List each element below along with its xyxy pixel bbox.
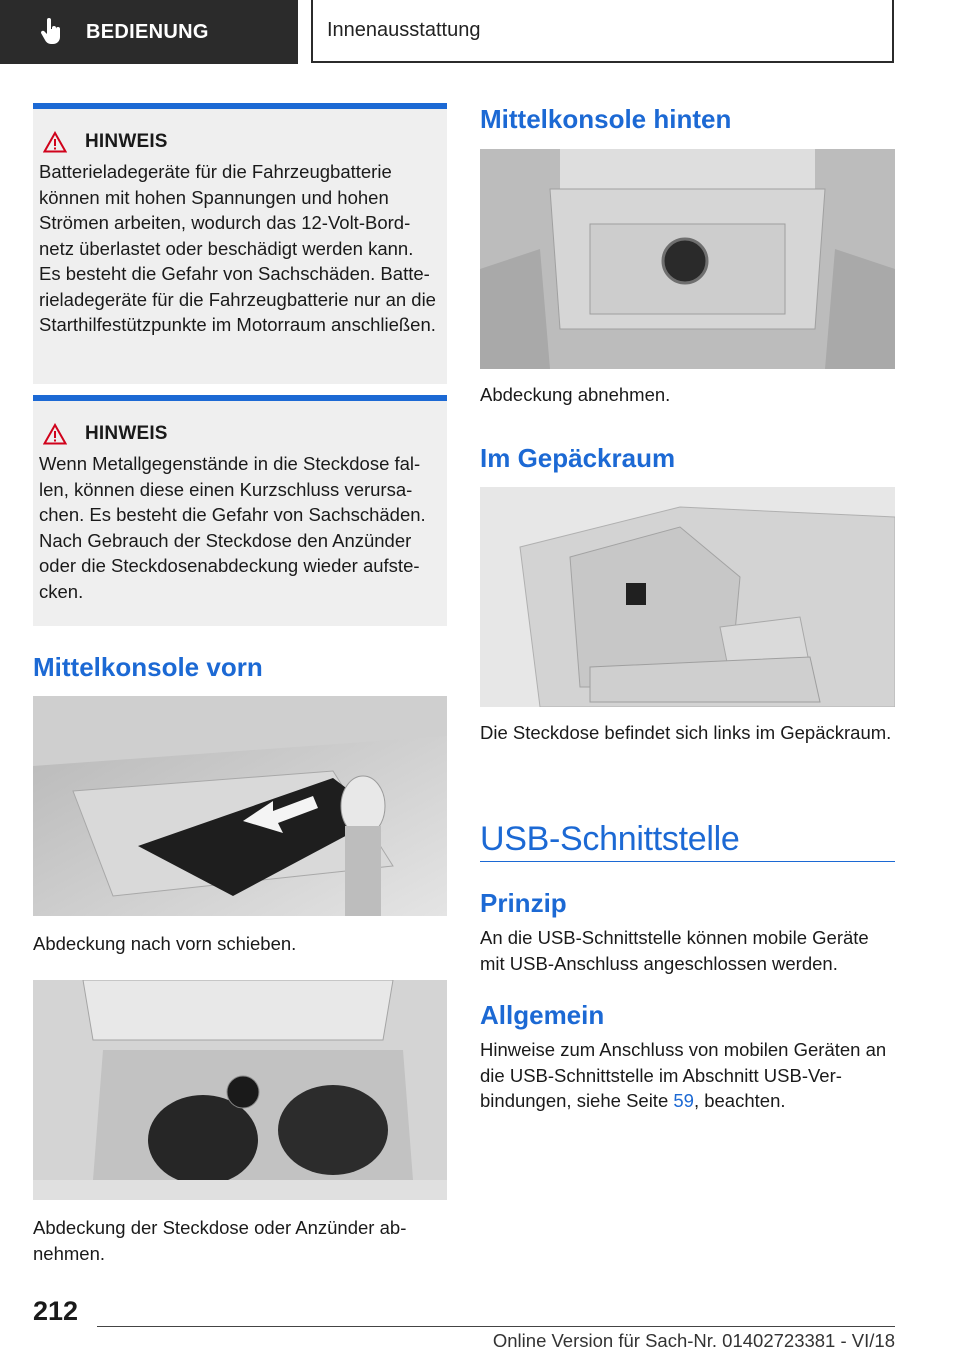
figure-front-console-socket [33, 980, 447, 1200]
notice-metal-objects [33, 395, 447, 626]
section-tab [0, 0, 298, 64]
page-link-59[interactable]: 59 [673, 1090, 694, 1111]
figure-trunk-socket [480, 487, 895, 707]
figure-rear-console [480, 149, 895, 369]
figure-front-console-slide-cover [33, 696, 447, 916]
heading-rule [480, 861, 895, 862]
footer-rule [97, 1326, 895, 1327]
heading-usb-interface: USB-Schnittstelle [480, 820, 740, 858]
footer-text: Online Version für Sach-Nr. 01402723381 - VI/18 [492, 1330, 895, 1351]
notice-text: Wenn Metallgegenstände in die Steckdose fallen, können diese einen Kurzschluss verursachen. Es besteht die Gefahr von Sachschäden. Nach Gebrauch der Steckdose den Anzünder oder die Steckdosenabdeckung wieder aufstecken. [39, 453, 426, 602]
heading-general: Allgemein [480, 1000, 605, 1030]
page-number: 212 [33, 1296, 79, 1326]
general-text-after: , beachten. [693, 1090, 786, 1111]
chapter-box [311, 0, 894, 63]
notice-title: HINWEIS [85, 423, 168, 444]
notice-battery-charger [33, 103, 447, 384]
caption-front-console-1: Abdeckung nach vorn schieben. [33, 933, 297, 954]
notice-title: HINWEIS [85, 131, 168, 152]
heading-front-console: Mittelkonsole vorn [33, 652, 263, 682]
warning-triangle-icon [43, 131, 67, 153]
heading-rear-console: Mittelkonsole hinten [480, 104, 732, 134]
notice-text: Batterieladegeräte für die Fahrzeugbatterie können mit hohen Spannungen und hohen Strömen arbeiten, wodurch das 12-Volt-Bordnetz überlastet oder beschädigt werden kann. Es besteht die Gefahr von Sachschäden. Batterieladegeräte für die Fahrzeugbatterie nur an die Starthilfestützpunkte im Motorraum anschließen. [39, 161, 436, 335]
principle-text: An die USB-Schnittstelle können mobile Geräte mit USB-Anschluss angeschlossen werden. [480, 927, 869, 974]
caption-front-console-2: Abdeckung der Steckdose oder Anzünder abnehmen. [33, 1217, 407, 1264]
heading-trunk: Im Gepäckraum [480, 443, 676, 473]
caption-trunk: Die Steckdose befindet sich links im Gepäckraum. [480, 722, 892, 743]
caption-rear-console: Abdeckung abnehmen. [480, 384, 671, 405]
heading-principle: Prinzip [480, 888, 567, 918]
pointing-hand-icon [40, 18, 64, 46]
general-text-before: Hinweise zum Anschluss von mobilen Geräten an die USB-Schnittstelle im Abschnitt USB-Verbindungen, siehe Seite [480, 1039, 887, 1111]
general-text [480, 1037, 895, 1114]
section-label: BEDIENUNG [86, 20, 209, 43]
warning-triangle-icon [43, 423, 67, 445]
chapter-label: Innenausstattung [327, 19, 481, 41]
